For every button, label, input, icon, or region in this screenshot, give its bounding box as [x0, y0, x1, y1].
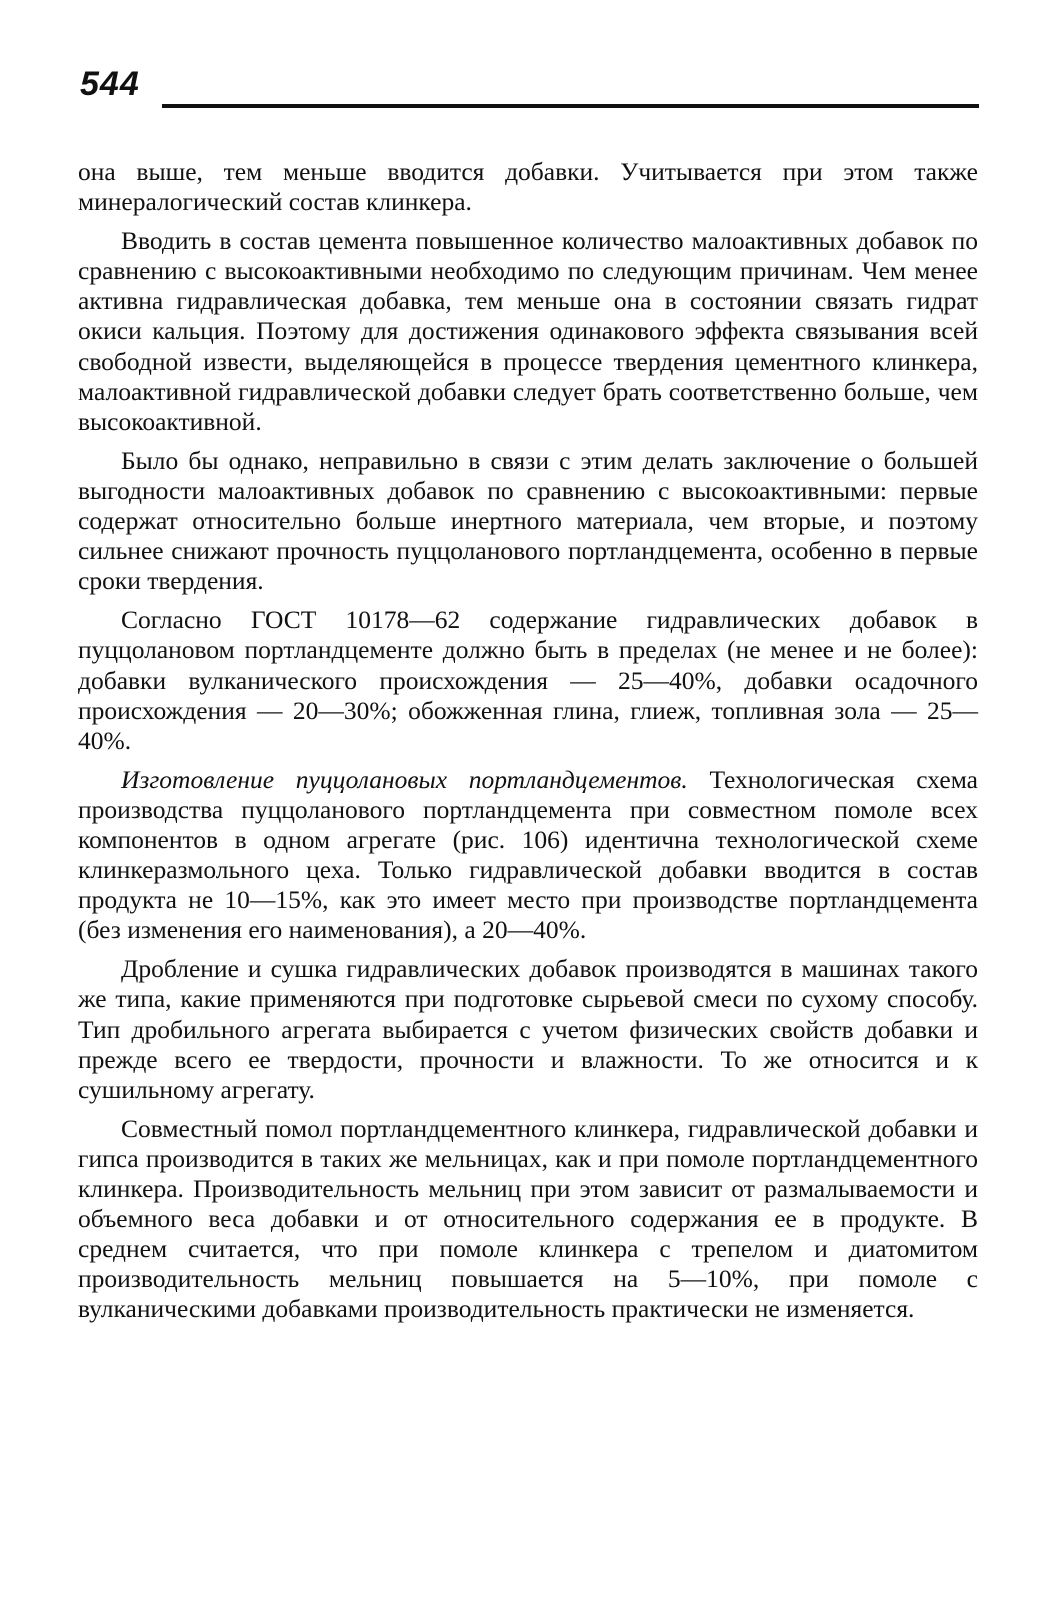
paragraph-4	[78, 605, 978, 755]
paragraph-3	[78, 446, 978, 596]
paragraph-text: Совместный помол портландцементного клинкера, гидравлической добавки и гипса производится в таких же мельницах, как и при помоле портландцементного клинкера. Производительность мельниц при этом зависит от размалываемости и объемного веса добавки и от относительного содержания ее в продукте. В среднем считается, что при помоле клинкера с трепелом и диатомитом производительность мельниц повышается на 5—10%, при помоле с вулканическими добавками производительность практически не изменяется.	[78, 1113, 978, 1324]
page-header	[80, 62, 980, 112]
paragraph-text: Было бы однако, неправильно в связи с этим делать заключение о большей выгодности малоактивных добавок по сравнению с высокоактивными: первые содержат относительно больше инертного материала, чем вторые, и поэтому сильнее снижают прочность пуццоланового портландцемента, особенно в первые сроки твердения.	[78, 445, 978, 596]
paragraph-1	[78, 157, 978, 217]
paragraph-text: Согласно ГОСТ 10178—62 содержание гидравлических добавок в пуццолановом портландцементе должно быть в пределах (не менее и не более): добавки вулканического происхождения — 25—40%, добавки осадочного происхождения — 20—30%; обожженная глина, глиеж, топливная зола — 25—40%.	[78, 605, 978, 755]
paragraph-text: Дробление и сушка гидравлических добавок производятся в машинах такого же типа, какие применяются при подготовке сырьевой смеси по сухому способу. Тип дробильного агрегата выбирается с учетом физических свойств добавки и прежде всего ее твердости, прочности и влажности. То же относится и к сушильному агрегату.	[78, 954, 978, 1104]
paragraph-6	[78, 954, 978, 1104]
paragraph-text: Технологическая схема производства пуццоланового портландцемента при совместном помоле всех компонентов в одном агрегате (рис. 106) идентична технологической схеме клинкеразмольного цеха. Только гидравлической добавки вводится в состав продукта не 10—15%, как это имеет место при производстве портландцемента (без изменения его наименования), а 20—40%.	[78, 764, 978, 945]
page-number: 544	[80, 65, 140, 103]
paragraph-5	[78, 765, 978, 946]
paragraph-text: она выше, тем меньше вводится добавки. Учитывается при этом также минералогический состав клинкера.	[78, 157, 978, 217]
paragraph-7	[78, 1114, 978, 1325]
section-heading-inline: Изготовление пуццолановых портландцементов.	[121, 764, 688, 794]
paragraph-text: Вводить в состав цемента повышенное количество малоактивных добавок по сравнению с высокоактивными необходимо по следующим причинам. Чем менее активна гидравлическая добавка, тем меньше она в состоянии связать гидрат окиси кальция. Поэтому для достижения одинакового эффекта связывания всей свободной извести, выделяющейся в процессе твердения цементного клинкера, малоактивной гидравлической добавки следует брать соответственно больше, чем высокоактивной.	[78, 226, 978, 436]
paragraph-2	[78, 226, 978, 437]
body-text	[78, 157, 978, 1333]
header-rule	[162, 104, 979, 108]
